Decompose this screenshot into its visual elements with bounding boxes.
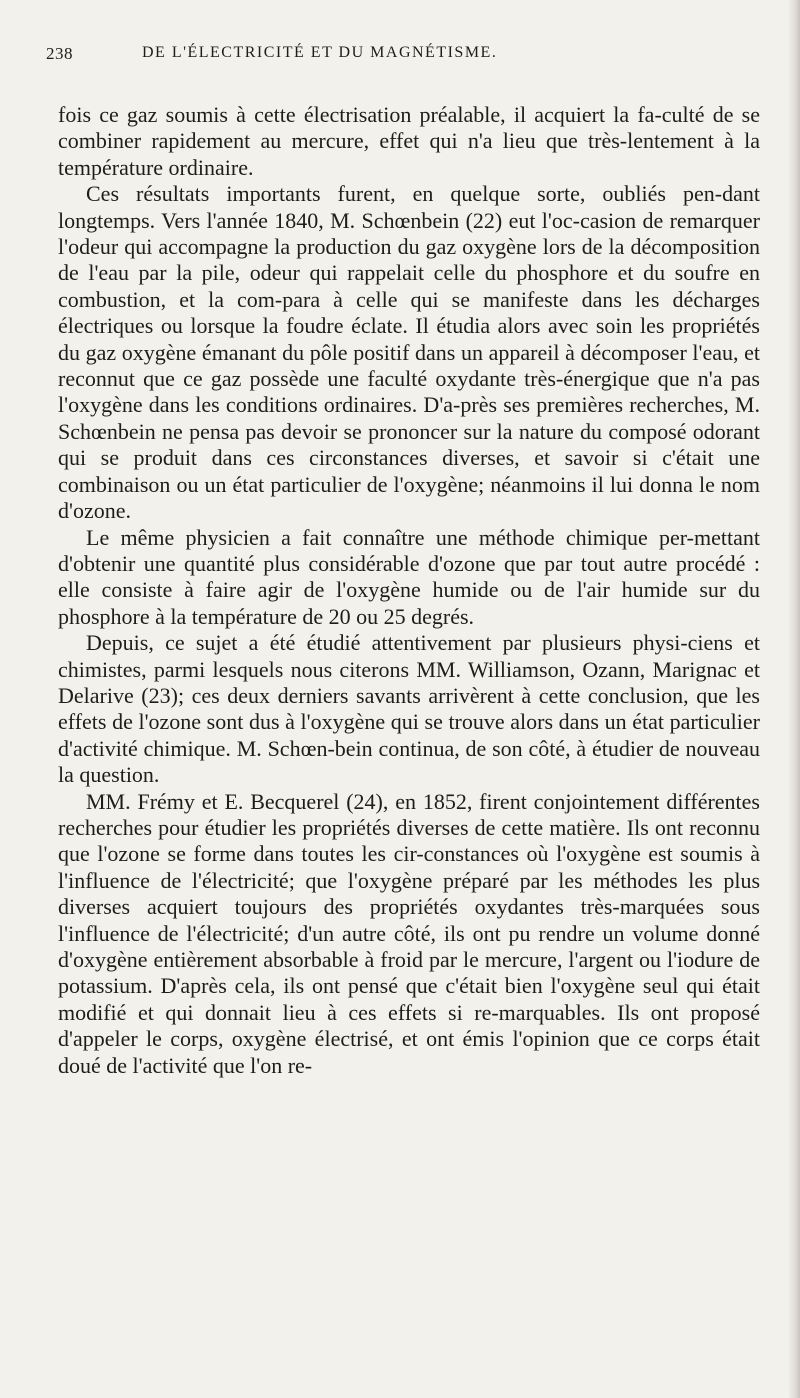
running-head: DE L'ÉLECTRICITÉ ET DU MAGNÉTISME. [142,44,498,61]
page-edge-shadow [788,0,800,1398]
paragraph-5: MM. Frémy et E. Becquerel (24), en 1852, firent conjointement différentes recherches pour étudier les propriétés diverses de cette matière. Ils ont reconnu que l'ozone se forme dans toutes les cir-constances où l'oxygène est soumis à l'influence de l'électricité; que l'oxygène préparé par les méthodes les plus diverses acquiert toujours des propriétés oxydantes très-marquées sous l'influence de l'électricité; d'un autre côté, ils ont pu rendre un volume donné d'oxygène entièrement absorbable à froid par le mercure, l'argent ou l'iodure de potassium. D'après cela, ils ont pensé que c'était bien l'oxygène seul qui était modifié et qui donnait lieu à ces effets si re-marquables. Ils ont proposé d'appeler le corps, oxygène électrisé, et ont émis l'opinion que ce corps était doué de l'activité que l'on re- [58,788,760,1078]
page-number: 238 [46,44,73,63]
paragraph-1: fois ce gaz soumis à cette électrisation préalable, il acquiert la fa-culté de se combiner rapidement au mercure, effet qui n'a lieu que très-lentement à la température ordinaire. [58,102,760,180]
paragraph-2: Ces résultats importants furent, en quelque sorte, oubliés pen-dant longtemps. Vers l'année 1840, M. Schœnbein (22) eut l'oc-casion de remarquer l'odeur qui accompagne la production du gaz oxygène lors de la décomposition de l'eau par la pile, odeur qui rappelait celle du phosphore et du soufre en combustion, et la com-para à celle qui se manifeste dans les décharges électriques ou lorsque la foudre éclate. Il étudia alors avec soin les propriétés du gaz oxygène émanant du pôle positif dans un appareil à décomposer l'eau, et reconnut que ce gaz possède une faculté oxydante très-énergique que n'a pas l'oxygène dans les conditions ordinaires. D'a-près ses premières recherches, M. Schœnbein ne pensa pas devoir se prononcer sur la nature du composé odorant qui se produit dans ces circonstances diverses, et savoir si c'était une combinaison ou un état particulier de l'oxygène; néanmoins il lui donna le nom d'ozone. [58,181,760,524]
page-header [46,44,756,74]
paragraph-4: Depuis, ce sujet a été étudié attentivement par plusieurs physi-ciens et chimistes, parmi lesquels nous citerons MM. Williamson, Ozann, Marignac et Delarive (23); ces deux derniers savants arrivèrent à cette conclusion, que les effets de l'ozone sont dus à l'oxygène qui se trouve alors dans un état particulier d'activité chimique. M. Schœn-bein continua, de son côté, à étudier de nouveau la question. [58,630,760,788]
body-text [58,102,760,1079]
paragraph-3: Le même physicien a fait connaître une méthode chimique per-mettant d'obtenir une quantité plus considérable d'ozone que par tout autre procédé : elle consiste à faire agir de l'oxygène humide ou de l'air humide sur du phosphore à la température de 20 ou 25 degrés. [58,524,760,629]
